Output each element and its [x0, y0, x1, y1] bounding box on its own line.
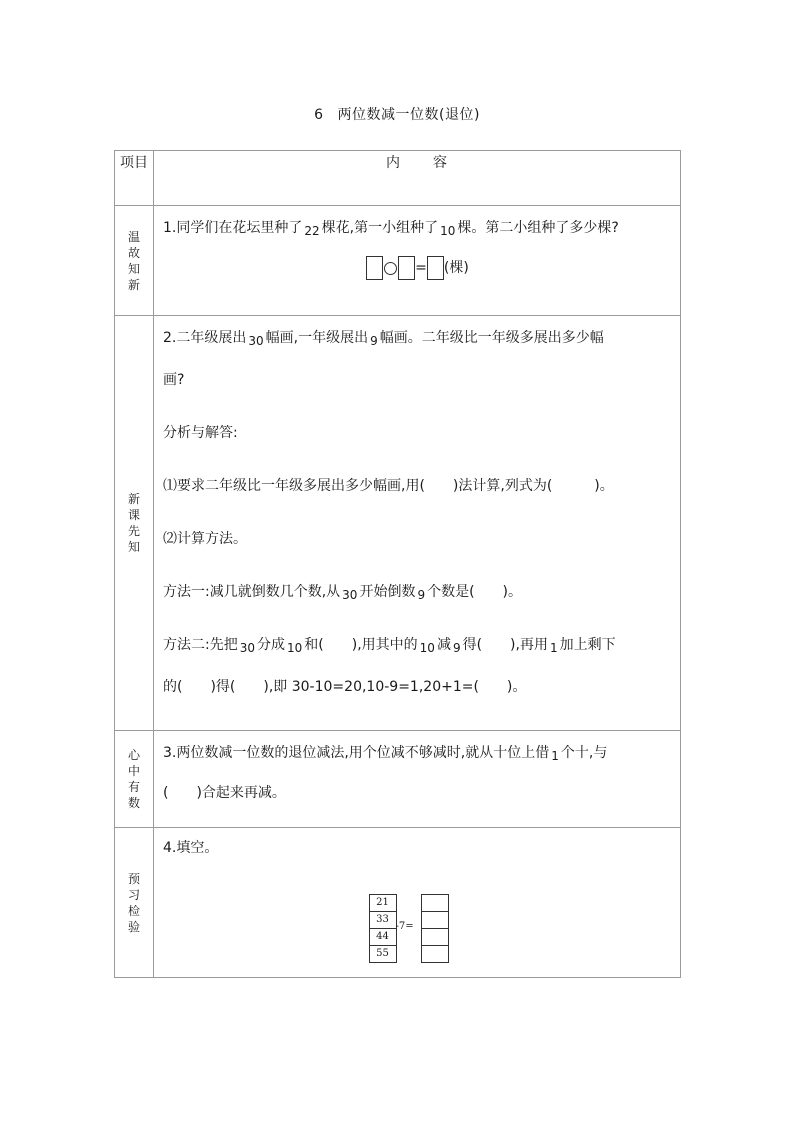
part-1: ⑴要求二年级比一年级多展出多少幅画,用( )法计算,列式为( )。 [163, 478, 614, 494]
stack-number: 44 [370, 929, 396, 946]
question-3-continued: ( )合起来再减。 [163, 785, 286, 801]
header-item-label: 项目 [120, 155, 148, 171]
equation-blanks [163, 256, 672, 280]
answer-blank[interactable] [422, 929, 448, 946]
new-lesson-row [115, 316, 681, 731]
question-3: 3.两位数减一位数的退位减法,用个位减不够减时,就从十位上借 1 个十,与 [163, 745, 608, 763]
method-2-continued: 的( )得( ),即 30-10=20,10-9=1,20+1=( )。 [163, 679, 527, 695]
unit-label: (棵) [443, 260, 469, 276]
question-4: 4.填空。 [163, 840, 219, 856]
page-title [0, 104, 794, 124]
answer-blank[interactable] [422, 912, 448, 929]
review-label: 温 故 知 新 [127, 229, 140, 292]
stack-number: 55 [376, 948, 389, 959]
operator-circle[interactable] [384, 262, 397, 275]
summary-label-cell [115, 731, 154, 828]
preview-row [115, 828, 681, 978]
preview-content-cell [154, 828, 681, 978]
stack-number: 33 [370, 912, 396, 929]
header-item-cell [115, 151, 154, 206]
header-content-char-2: 容 [433, 155, 448, 171]
number-stack [369, 894, 397, 963]
stack-number: 21 [370, 895, 396, 912]
blank-box-1[interactable] [366, 256, 383, 280]
header-content-char-1: 内 [386, 155, 401, 171]
title-number: 6 [314, 107, 324, 123]
question-1: 1.同学们在花坛里种了 22 棵花,第一小组种了 10 棵。第二小组种了多少棵? [163, 220, 619, 238]
review-label-cell [115, 206, 154, 316]
answer-stack [421, 894, 449, 963]
summary-content-cell [154, 731, 681, 828]
equals-sign: = [415, 260, 427, 276]
method-2: 方法二:先把 30 分成 10 和( ),用其中的 10 减 9 得( ),再用 1 加上剩下 [163, 637, 616, 655]
operator-label: -7= [395, 921, 414, 932]
answer-blank[interactable] [422, 895, 448, 912]
review-content-cell [154, 206, 681, 316]
analysis-heading: 分析与解答: [163, 425, 238, 441]
answer-blank[interactable] [422, 946, 448, 962]
answer-box[interactable] [427, 256, 444, 280]
worksheet-table [114, 150, 681, 978]
title-text: 两位数减一位数(退位) [337, 107, 480, 123]
part-2: ⑵计算方法。 [163, 531, 247, 547]
new-lesson-label: 新 课 先 知 [127, 492, 140, 554]
review-row [115, 206, 681, 316]
new-lesson-content-cell [154, 316, 681, 731]
header-content-cell [154, 151, 681, 206]
preview-label: 预 习 检 验 [127, 871, 140, 934]
subtraction-figure [363, 894, 473, 969]
blank-box-2[interactable] [398, 256, 415, 280]
method-1: 方法一:减几就倒数几个数,从 30 开始倒数 9 个数是( )。 [163, 584, 523, 602]
summary-label: 心 中 有 数 [127, 748, 140, 810]
summary-row [115, 731, 681, 828]
header-row [115, 151, 681, 206]
question-2-continued: 画? [163, 372, 185, 388]
preview-label-cell [115, 828, 154, 978]
question-2: 2.二年级展出 30 幅画,一年级展出 9 幅画。二年级比一年级多展出多少幅 [163, 330, 604, 348]
new-lesson-label-cell [115, 316, 154, 731]
